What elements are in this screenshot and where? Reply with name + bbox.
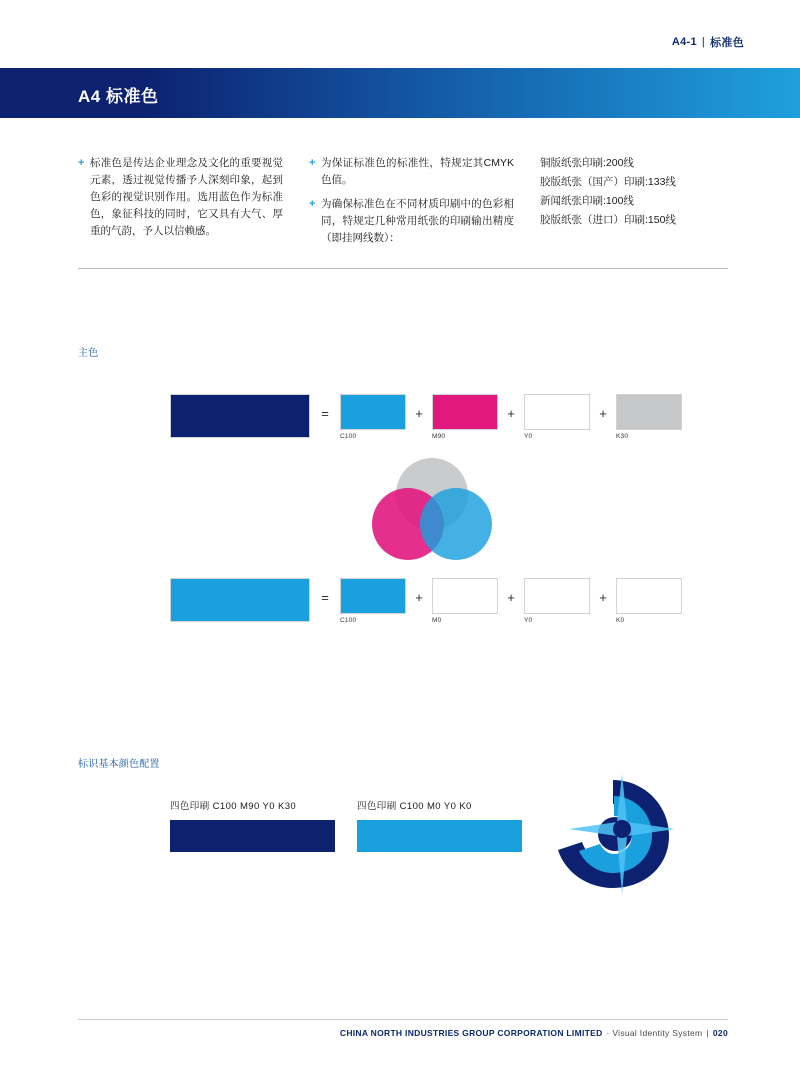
print-spec-line: 铜版纸张印刷:200线 bbox=[540, 157, 634, 169]
title-band bbox=[0, 68, 800, 118]
equals-sign: = bbox=[321, 590, 329, 605]
header-code: A4-1 bbox=[671, 36, 697, 48]
swatch-label: Y0 bbox=[524, 617, 533, 624]
equation-result-2 bbox=[170, 578, 310, 622]
section-label-main-color: 主色 bbox=[78, 348, 99, 359]
intro-text-1: 标准色是传达企业理念及文化的重要视觉元素，透过视觉传播予人深刻印象，起到色彩的视觉识别作用。选用蓝色作为标准色，象征科技的同时，它又具有大气、厚重的气韵，予人以信赖感。 bbox=[90, 157, 283, 237]
equation-component bbox=[616, 578, 682, 624]
cyan-circle bbox=[420, 488, 492, 560]
header-separator: | bbox=[701, 36, 706, 48]
plus-sign: + bbox=[507, 590, 515, 605]
intro-column-3 bbox=[540, 155, 720, 254]
logo-color-block-1 bbox=[170, 798, 335, 852]
print-spec-line: 胶版纸张（国产）印刷:133线 bbox=[540, 176, 676, 188]
plus-icon: + bbox=[78, 157, 85, 169]
print-spec-line: 胶版纸张（进口）印刷:150线 bbox=[540, 214, 676, 226]
intro-paragraph-1 bbox=[78, 155, 283, 240]
plus-sign: + bbox=[415, 590, 423, 605]
swatch-label: C100 bbox=[340, 617, 357, 624]
black-swatch bbox=[616, 394, 682, 430]
page-header bbox=[672, 34, 744, 50]
equation-component bbox=[340, 394, 406, 440]
yellow-swatch bbox=[524, 394, 590, 430]
swatch-label: K0 bbox=[616, 617, 625, 624]
header-title: 标准色 bbox=[710, 37, 744, 49]
swatch-label: Y0 bbox=[524, 433, 533, 440]
footer-divider bbox=[78, 1019, 728, 1020]
equation-component bbox=[524, 578, 590, 624]
equals-sign: = bbox=[321, 406, 329, 421]
page-footer bbox=[340, 1028, 728, 1038]
cmyk-caption: 四色印刷 C100 M90 Y0 K30 bbox=[170, 801, 297, 812]
navy-blue-swatch bbox=[170, 394, 310, 438]
cyan-swatch bbox=[340, 578, 406, 614]
horizontal-divider bbox=[78, 268, 728, 269]
plus-sign: + bbox=[599, 590, 607, 605]
yellow-swatch bbox=[524, 578, 590, 614]
intro-text-2: 为保证标准色的标准性，特规定其CMYK色值。 bbox=[321, 157, 514, 186]
company-logo bbox=[538, 772, 688, 894]
logo-color-block-2 bbox=[357, 798, 522, 852]
sky-blue-swatch bbox=[170, 578, 310, 622]
magenta-swatch bbox=[432, 578, 498, 614]
equation-component bbox=[432, 394, 498, 440]
plus-icon: + bbox=[309, 198, 316, 210]
plus-sign: + bbox=[415, 406, 423, 421]
equation-component bbox=[524, 394, 590, 440]
color-equation-row-2 bbox=[170, 578, 682, 622]
plus-sign: + bbox=[599, 406, 607, 421]
footer-company: CHINA NORTH INDUSTRIES GROUP CORPORATION LIMITED bbox=[339, 1028, 603, 1038]
section-label-logo-color: 标识基本颜色配置 bbox=[78, 759, 160, 770]
page-number: 020 bbox=[712, 1028, 728, 1038]
intro-column-1 bbox=[78, 155, 283, 254]
intro-columns bbox=[78, 155, 728, 254]
norinco-logo-icon bbox=[538, 772, 688, 894]
cyan-swatch bbox=[340, 394, 406, 430]
equation-component bbox=[340, 578, 406, 624]
intro-column-2 bbox=[309, 155, 514, 254]
swatch-label: K30 bbox=[616, 433, 629, 440]
page-title: A4 标准色 bbox=[78, 87, 159, 106]
sky-blue-bar bbox=[357, 820, 522, 852]
print-spec-line: 新闻纸张印刷:100线 bbox=[540, 195, 634, 207]
intro-text-3: 为确保标准色在不同材质印刷中的色彩相同，特规定几种常用纸张的印刷输出精度（即挂网线数）： bbox=[321, 198, 514, 244]
equation-component bbox=[432, 578, 498, 624]
black-swatch bbox=[616, 578, 682, 614]
intro-paragraph-3 bbox=[309, 196, 514, 247]
cmyk-venn-diagram bbox=[372, 458, 492, 562]
magenta-swatch bbox=[432, 394, 498, 430]
navy-blue-bar bbox=[170, 820, 335, 852]
intro-paragraph-2 bbox=[309, 155, 514, 189]
equation-result-1 bbox=[170, 394, 310, 438]
equation-component bbox=[616, 394, 682, 440]
plus-sign: + bbox=[507, 406, 515, 421]
color-equation-row-1 bbox=[170, 394, 682, 438]
swatch-label: C100 bbox=[340, 433, 357, 440]
cmyk-caption: 四色印刷 C100 M0 Y0 K0 bbox=[357, 801, 472, 812]
swatch-label: M0 bbox=[432, 617, 442, 624]
footer-subtitle: · Visual Identity System bbox=[606, 1028, 703, 1038]
footer-divider-char: | bbox=[706, 1028, 709, 1038]
plus-icon: + bbox=[309, 157, 316, 169]
swatch-label: M90 bbox=[432, 433, 446, 440]
